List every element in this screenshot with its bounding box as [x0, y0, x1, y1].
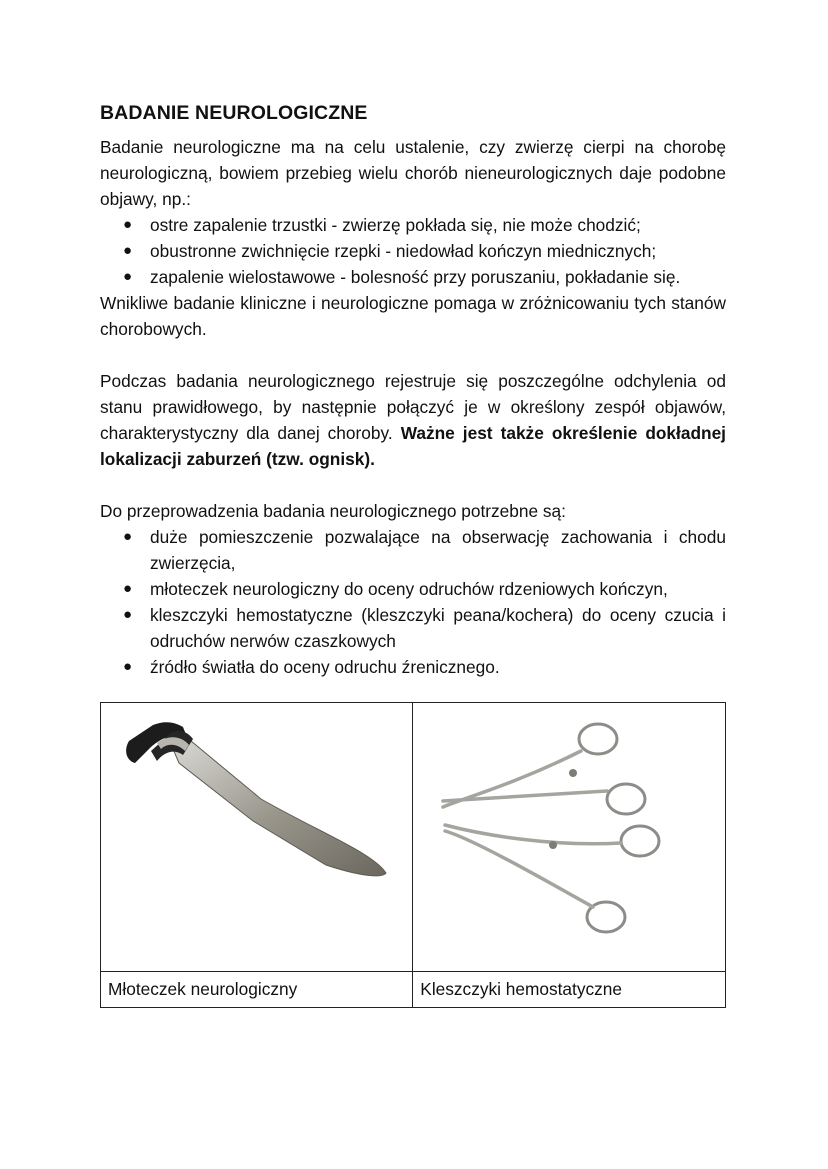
intro-paragraph: Badanie neurologiczne ma na celu ustalenie, czy zwierzę cierpi na chorobę neurologiczną, bowiem przebieg wielu chorób nieneurologicznych daje podobne objawy, np.:: [100, 137, 726, 209]
bullet-icon: ●: [123, 658, 133, 675]
page-title: BADANIE NEUROLOGICZNE: [100, 102, 368, 124]
observation-paragraph: Podczas badania neurologicznego rejestruje się poszczególne odchylenia od stanu prawidłowego, by następnie połączyć je w określony zespół objawów, charakterystyczny dla danej choroby. Ważne jest także określenie dokładnej lokalizacji zaburzeń (tzw. ognisk).: [100, 371, 726, 469]
tools-intro: Do przeprowadzenia badania neurologicznego potrzebne są:: [100, 501, 566, 521]
bullet-icon: ●: [123, 242, 133, 259]
hammer-caption: Młoteczek neurologiczny: [101, 972, 413, 1008]
bullet-icon: ●: [123, 580, 133, 597]
list-item: ● obustronne zwichnięcie rzepki - niedowład kończyn miednicznych;: [100, 238, 726, 264]
bullet-icon: ●: [123, 216, 133, 233]
list-item: ● źródło światła do oceny odruchu źrenicznego.: [100, 654, 726, 680]
after-examples-paragraph: Wnikliwe badanie kliniczne i neurologiczne pomaga w zróżnicowaniu tych stanów chorobowych.: [100, 293, 726, 339]
list-item: ● młoteczek neurologiczny do oceny odruchów rdzeniowych kończyn,: [100, 576, 726, 602]
examples-list: [100, 212, 726, 290]
list-item: ● kleszczyki hemostatyczne (kleszczyki peana/kochera) do oceny czucia i odruchów nerwów czaszkowych: [100, 602, 726, 654]
forceps-caption: Kleszczyki hemostatyczne: [413, 972, 726, 1008]
reflex-hammer-illustration: [101, 703, 414, 971]
document-page: [100, 100, 726, 1008]
hemostatic-forceps-illustration: [413, 703, 726, 971]
bullet-icon: ●: [123, 268, 133, 285]
forceps-image-cell: [413, 703, 726, 972]
list-item: ● zapalenie wielostawowe - bolesność przy poruszaniu, pokładanie się.: [100, 264, 726, 290]
tools-list: [100, 524, 726, 680]
bullet-icon: ●: [123, 606, 133, 623]
hammer-image-cell: [101, 703, 413, 972]
instruments-table: [100, 702, 726, 1008]
list-item: ● duże pomieszczenie pozwalające na obserwację zachowania i chodu zwierzęcia,: [100, 524, 726, 576]
emphasis-text: Ważne jest także określenie dokładnej lokalizacji zaburzeń (tzw. ognisk).: [100, 423, 726, 469]
list-item: ● ostre zapalenie trzustki - zwierzę pokłada się, nie może chodzić;: [100, 212, 726, 238]
bullet-icon: ●: [123, 528, 133, 545]
